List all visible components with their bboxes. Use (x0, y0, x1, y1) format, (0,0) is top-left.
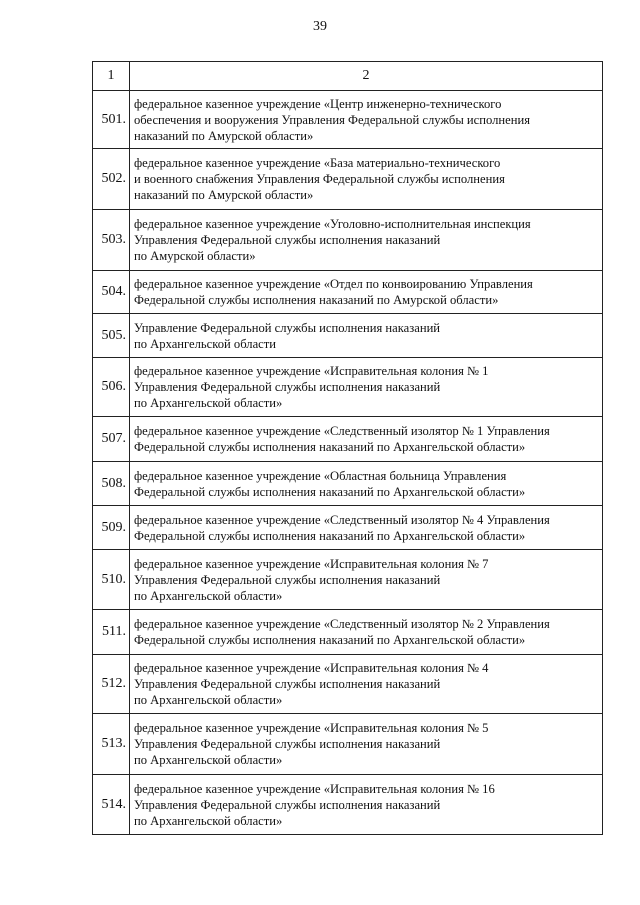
table-row (93, 462, 603, 506)
header-col-name: 2 (130, 62, 603, 91)
row-number: 514. (93, 775, 130, 835)
row-number: 511. (93, 610, 130, 655)
institution-name: федеральное казенное учреждение «Следственный изолятор № 2 Управления Федеральной службы исполнения наказаний по Архангельской области» (130, 610, 603, 655)
row-number: 510. (93, 550, 130, 610)
institution-name: федеральное казенное учреждение «Следственный изолятор № 1 Управления Федеральной службы исполнения наказаний по Архангельской области» (130, 417, 603, 462)
table-row (93, 506, 603, 550)
row-number: 501. (93, 91, 130, 149)
table-row (93, 91, 603, 149)
institutions-table (92, 61, 603, 835)
institution-name: федеральное казенное учреждение «Исправительная колония № 5 Управления Федеральной службы исполнения наказаний по Архангельской области» (130, 714, 603, 775)
row-number: 512. (93, 655, 130, 714)
table-row (93, 550, 603, 610)
table-row (93, 610, 603, 655)
row-number: 506. (93, 358, 130, 417)
row-number: 502. (93, 149, 130, 210)
table-row (93, 417, 603, 462)
row-number: 503. (93, 210, 130, 271)
header-col-number: 1 (93, 62, 130, 91)
table-row (93, 655, 603, 714)
institution-name: федеральное казенное учреждение «Исправительная колония № 4 Управления Федеральной службы исполнения наказаний по Архангельской области» (130, 655, 603, 714)
institution-name: федеральное казенное учреждение «Исправительная колония № 1 Управления Федеральной службы исполнения наказаний по Архангельской области» (130, 358, 603, 417)
table-row (93, 775, 603, 835)
table-row (93, 314, 603, 358)
row-number: 507. (93, 417, 130, 462)
row-number: 505. (93, 314, 130, 358)
table-row (93, 271, 603, 314)
institution-name: федеральное казенное учреждение «Отдел по конвоированию Управления Федеральной службы исполнения наказаний по Амурской области» (130, 271, 603, 314)
institution-name: федеральное казенное учреждение «Следственный изолятор № 4 Управления Федеральной службы исполнения наказаний по Архангельской области» (130, 506, 603, 550)
table-row (93, 714, 603, 775)
row-number: 508. (93, 462, 130, 506)
institution-name: федеральное казенное учреждение «База материально-технического и военного снабжения Управления Федеральной службы исполнения наказаний по Амурской области» (130, 149, 603, 210)
institution-name: Управление Федеральной службы исполнения наказаний по Архангельской области (130, 314, 603, 358)
row-number: 513. (93, 714, 130, 775)
page-number: 39 (313, 19, 327, 34)
row-number: 504. (93, 271, 130, 314)
institution-name: федеральное казенное учреждение «Центр инженерно-технического обеспечения и вооружения Управления Федеральной службы исполнения наказаний по Амурской области» (130, 91, 603, 149)
table-header-row (93, 62, 603, 91)
institution-name: федеральное казенное учреждение «Исправительная колония № 16 Управления Федеральной службы исполнения наказаний по Архангельской области» (130, 775, 603, 835)
table-row (93, 210, 603, 271)
institution-name: федеральное казенное учреждение «Уголовно-исполнительная инспекция Управления Федеральной службы исполнения наказаний по Амурской области» (130, 210, 603, 271)
row-number: 509. (93, 506, 130, 550)
institution-name: федеральное казенное учреждение «Областная больница Управления Федеральной службы исполнения наказаний по Архангельской области» (130, 462, 603, 506)
table-row (93, 358, 603, 417)
institution-name: федеральное казенное учреждение «Исправительная колония № 7 Управления Федеральной службы исполнения наказаний по Архангельской области» (130, 550, 603, 610)
table-row (93, 149, 603, 210)
